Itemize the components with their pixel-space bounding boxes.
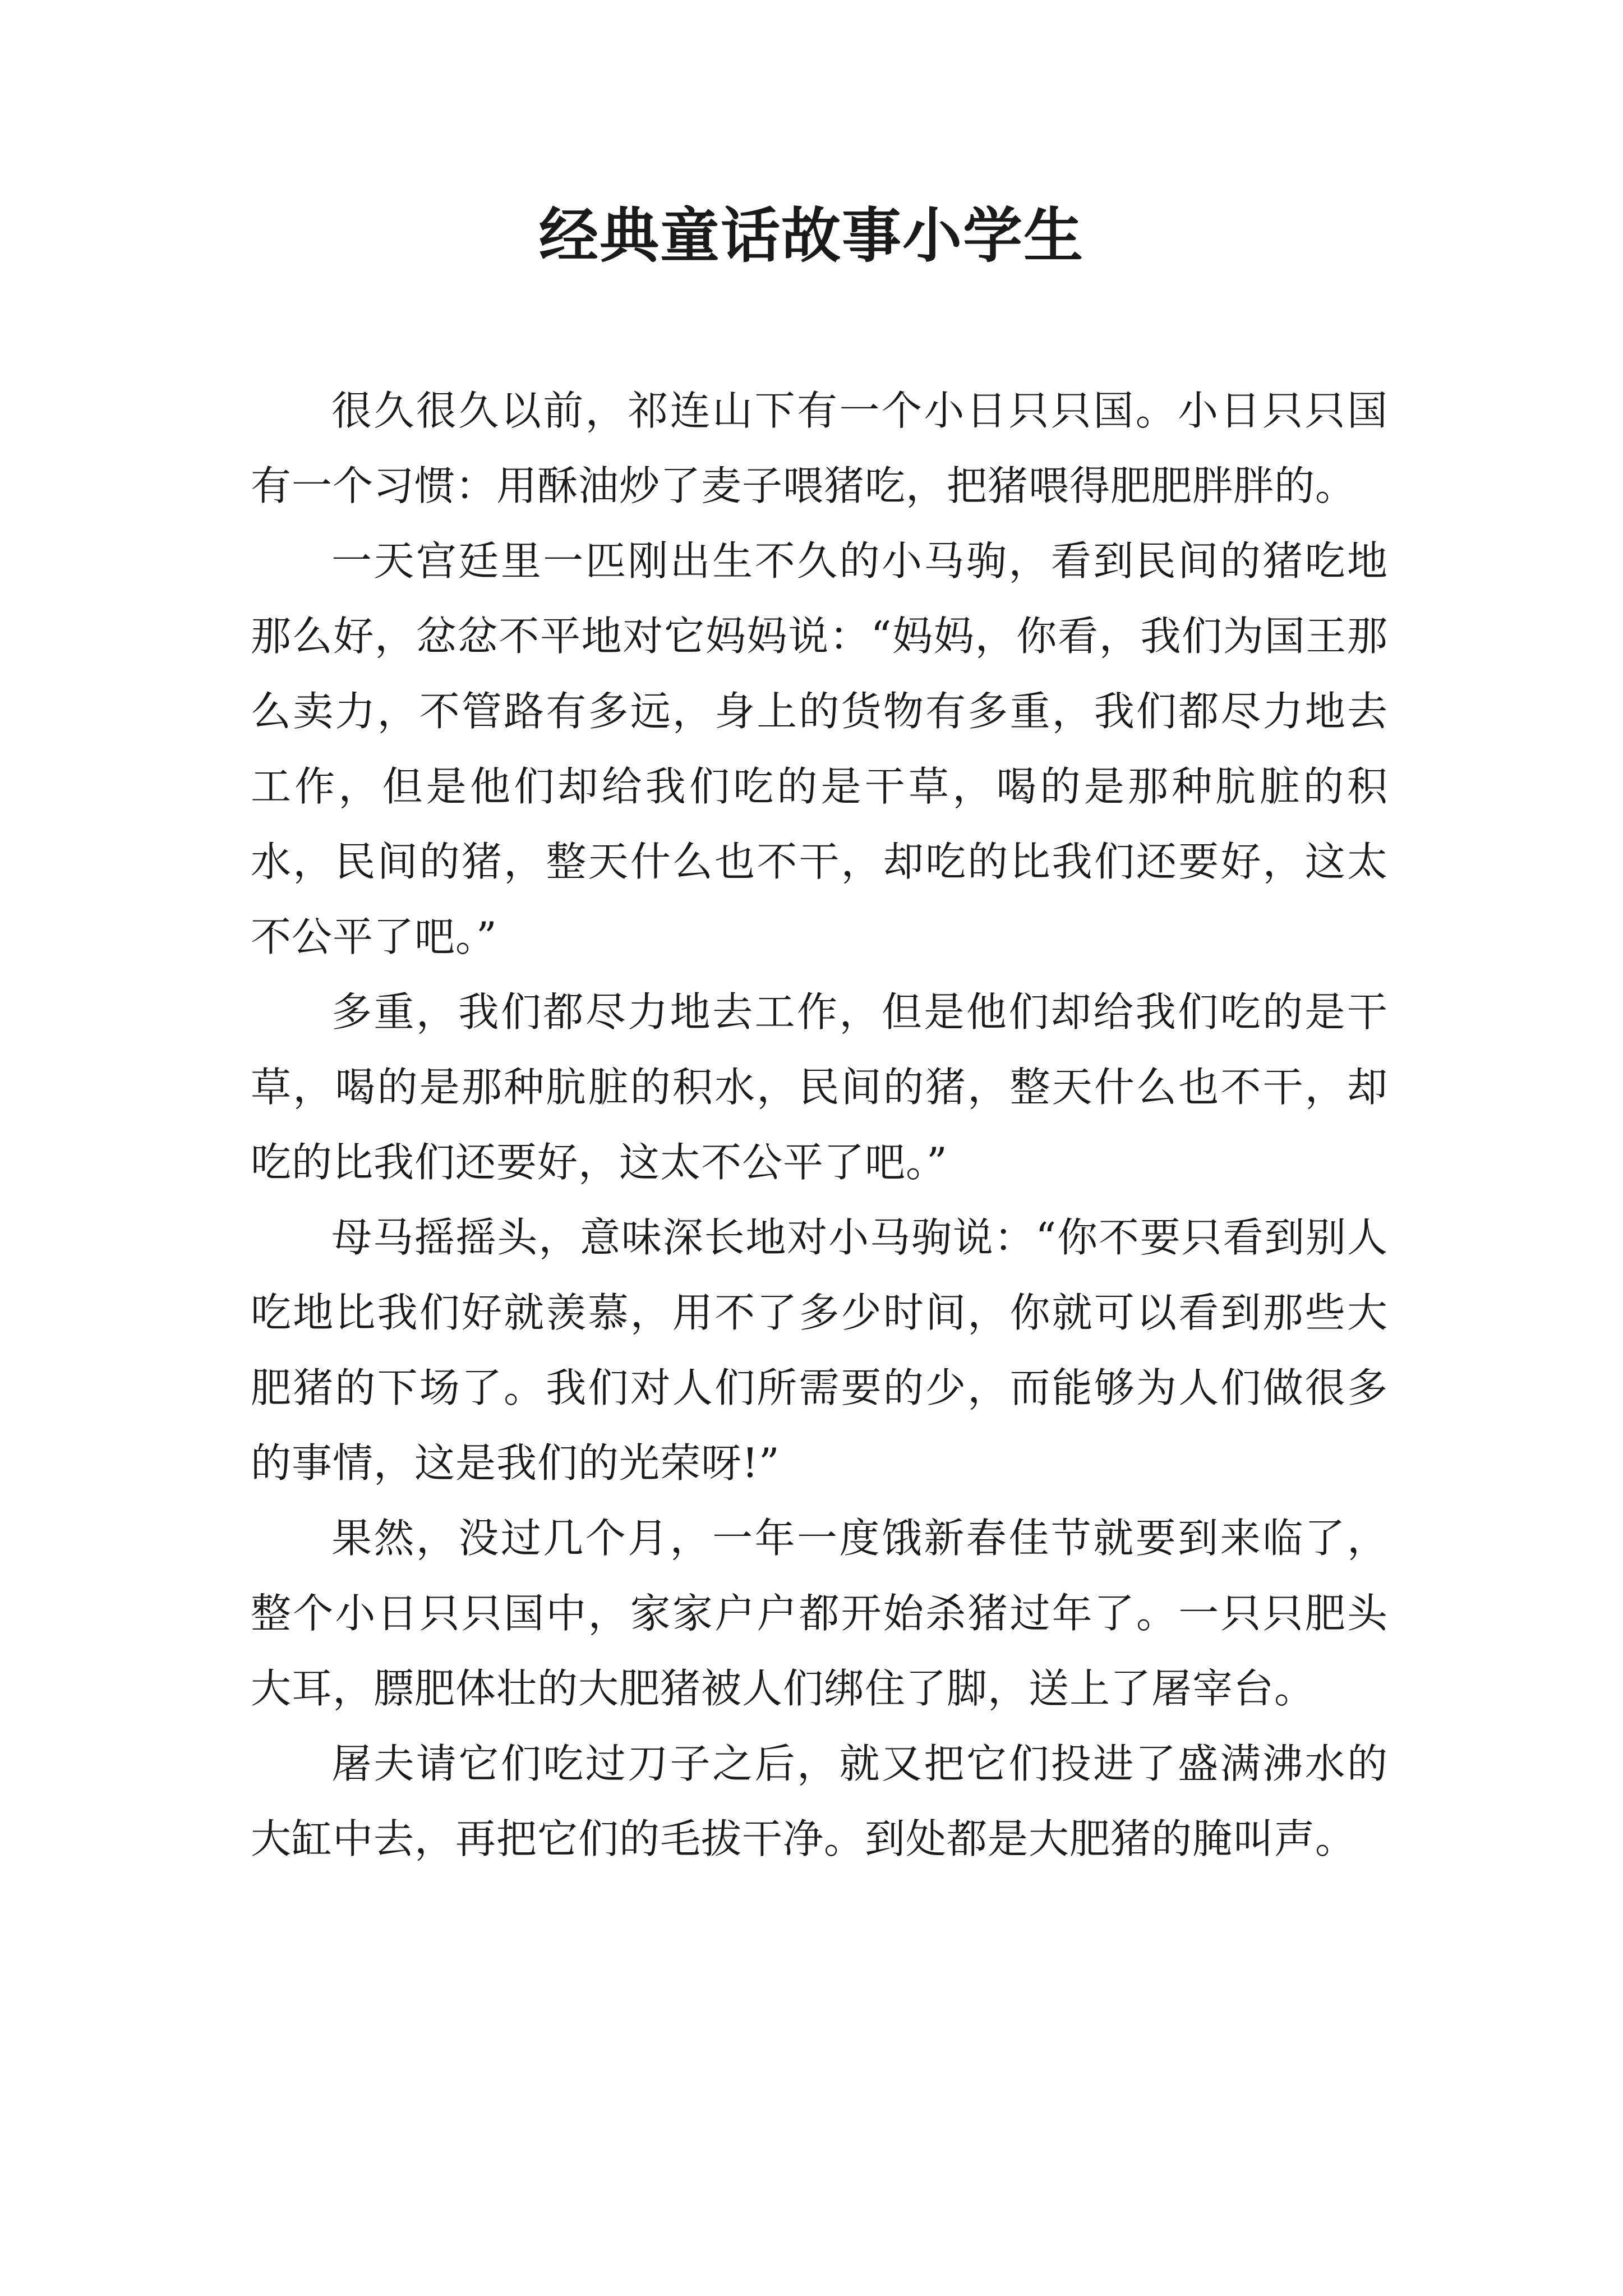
paragraph: 屠夫请它们吃过刀子之后，就又把它们投进了盛满沸水的大缸中去，再把它们的毛拔干净。到处都是大肥猪的腌叫声。 <box>251 1740 1388 1862</box>
paragraph: 果然，没过几个月，一年一度饿新春佳节就要到来临了，整个小日只只国中，家家户户都开始杀猪过年了。一只只肥头大耳，膘肥体壮的大肥猪被人们绑住了脚，送上了屠宰台。 <box>251 1515 1388 1712</box>
paragraph: 很久很久以前，祁连山下有一个小日只只国。小日只只国有一个习惯：用酥油炒了麦子喂猪吃，把猪喂得肥肥胖胖的。 <box>251 387 1388 509</box>
paragraph: 一天宫廷里一匹刚出生不久的小马驹，看到民间的猪吃地那么好，忿忿不平地对它妈妈说：“妈妈，你看，我们为国王那么卖力，不管路有多远，身上的货物有多重，我们都尽力地去工作，但是他们却给我们吃的是干草，喝的是那种肮脏的积水，民间的猪，整天什么也不干，却吃的比我们还要好，这太不公平了吧。” <box>251 537 1388 960</box>
document-title: 经典童话故事小学生 <box>539 200 1084 270</box>
document-body <box>251 373 1388 1876</box>
paragraph: 母马摇摇头，意味深长地对小马驹说：“你不要只看到别人吃地比我们好就羡慕，用不了多少时间，你就可以看到那些大肥猪的下场了。我们对人们所需要的少，而能够为人们做很多的事情，这是我们的光荣呀!” <box>251 1214 1388 1487</box>
paragraph: 多重，我们都尽力地去工作，但是他们却给我们吃的是干草，喝的是那种肮脏的积水，民间的猪，整天什么也不干，却吃的比我们还要好，这太不公平了吧。” <box>251 988 1388 1186</box>
